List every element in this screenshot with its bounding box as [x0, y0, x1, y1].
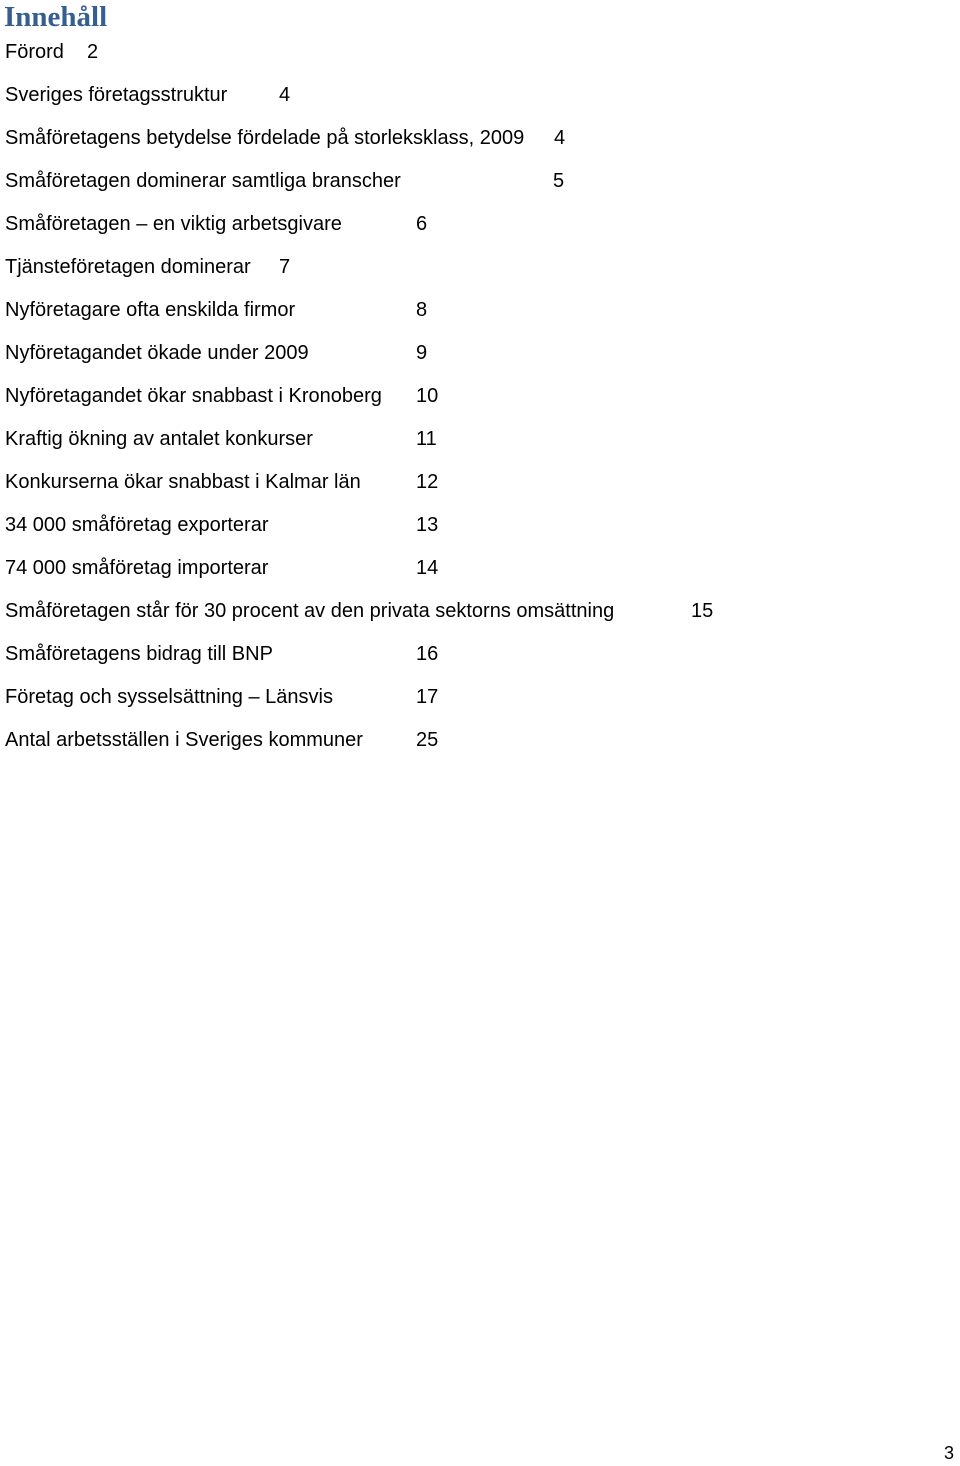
toc-entry[interactable]	[0, 82, 960, 112]
toc-entry[interactable]	[0, 125, 960, 155]
toc-entry[interactable]	[0, 383, 960, 413]
toc-entry-label: Antal arbetsställen i Sveriges kommuner	[5, 729, 363, 751]
toc-entry-label: 74 000 småföretag importerar	[5, 557, 269, 579]
toc-entry[interactable]	[0, 469, 960, 499]
toc-entry-label: Småföretagen står för 30 procent av den privata sektorns omsättning	[5, 600, 615, 622]
toc-entry-label: Förord	[5, 41, 64, 63]
toc-entry-page: 10	[416, 385, 439, 407]
toc-heading: Innehåll	[4, 1, 108, 33]
toc-entry-label: Småföretagen – en viktig arbetsgivare	[5, 213, 342, 235]
toc-entry-page: 4	[554, 127, 566, 149]
toc-entry[interactable]	[0, 39, 960, 69]
toc-entry-page: 2	[87, 41, 99, 63]
toc-entry-label: Nyföretagandet ökar snabbast i Kronoberg	[5, 385, 382, 407]
toc-entry[interactable]	[0, 727, 960, 757]
toc-entry[interactable]	[0, 555, 960, 585]
toc-entry-page: 15	[691, 600, 714, 622]
toc-entry-label: Kraftig ökning av antalet konkurser	[5, 428, 313, 450]
toc-entry-label: Konkurserna ökar snabbast i Kalmar län	[5, 471, 361, 493]
toc-entry-label: Företag och sysselsättning – Länsvis	[5, 686, 333, 708]
toc-entry-page: 12	[416, 471, 439, 493]
toc-entry-label: Småföretagens bidrag till BNP	[5, 643, 273, 665]
toc-entry-label: Småföretagen dominerar samtliga branscher	[5, 170, 401, 192]
toc-entry-page: 17	[416, 686, 439, 708]
toc-entry-page: 25	[416, 729, 439, 751]
toc-entry[interactable]	[0, 684, 960, 714]
toc-entry-label: 34 000 småföretag exporterar	[5, 514, 269, 536]
toc-entry-page: 9	[416, 342, 428, 364]
toc-entry[interactable]	[0, 211, 960, 241]
toc-entry-label: Tjänsteföretagen dominerar	[5, 256, 251, 278]
toc-entry-page: 6	[416, 213, 428, 235]
toc-entry[interactable]	[0, 641, 960, 671]
toc-entry[interactable]	[0, 254, 960, 284]
toc-entry-page: 11	[416, 428, 437, 450]
toc-entry[interactable]	[0, 598, 960, 628]
toc-entry-label: Sveriges företagsstruktur	[5, 84, 228, 106]
toc-entry-label: Nyföretagare ofta enskilda firmor	[5, 299, 296, 321]
page-number: 3	[943, 1443, 954, 1463]
toc-entry-page: 7	[279, 256, 291, 278]
toc-entry-page: 8	[416, 299, 428, 321]
toc-entry-page: 4	[279, 84, 291, 106]
toc-entry-page: 13	[416, 514, 439, 536]
toc-entry-page: 16	[416, 643, 439, 665]
toc-entry[interactable]	[0, 168, 960, 198]
toc-entry-page: 14	[416, 557, 439, 579]
toc-entry-label: Nyföretagandet ökade under 2009	[5, 342, 309, 364]
toc-entry-page: 5	[553, 170, 565, 192]
toc-entry-label: Småföretagens betydelse fördelade på storleksklass, 2009	[5, 127, 525, 149]
toc-entry[interactable]	[0, 426, 960, 456]
toc-entry[interactable]	[0, 297, 960, 327]
toc-entry[interactable]	[0, 512, 960, 542]
toc-entry[interactable]	[0, 340, 960, 370]
